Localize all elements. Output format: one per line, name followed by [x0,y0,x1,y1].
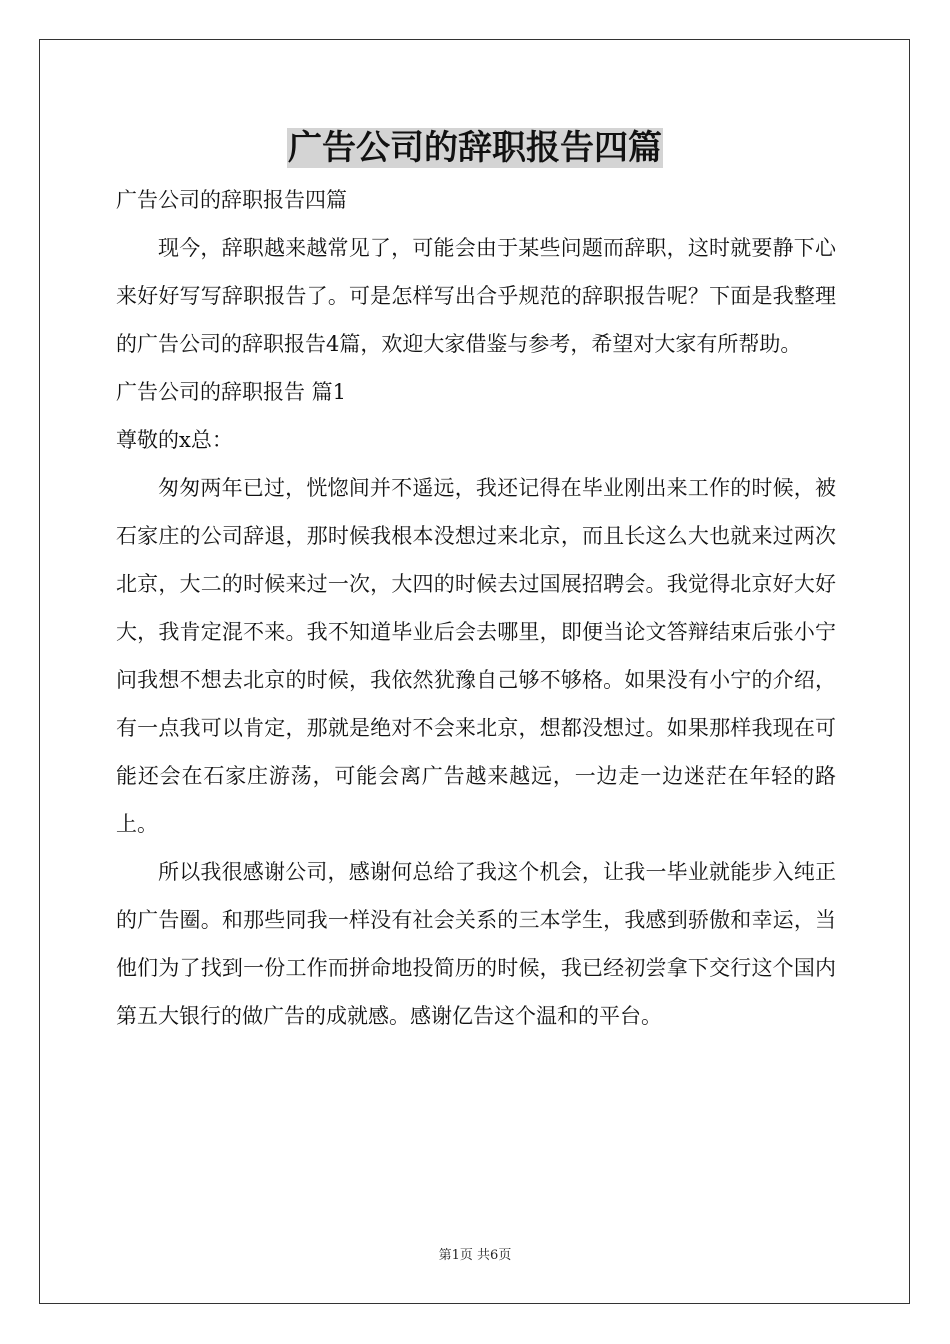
section-heading: 广告公司的辞职报告 篇1 [116,380,347,404]
document-title-text: 广告公司的辞职报告四篇 [288,128,662,168]
page-number: 第1页 共6页 [438,1248,512,1263]
body-paragraph: 匆匆两年已过，恍惚间并不遥远，我还记得在毕业刚出来工作的时候，被石家庄的公司辞退，那时候我根本没想过来北京，而且长这么大也就来过两次北京，大二的时候来过一次，大四的时候去过国展招聘会。我觉得北京好大好大，我肯定混不来。我不知道毕业后会去哪里，即便当论文答辩结束后张小宁问我想不想去北京的时候，我依然犹豫自己够不够格。如果没有小宁的介绍，有一点我可以肯定，那就是绝对不会来北京，想都没想过。如果那样我现在可能还会在石家庄游荡，可能会离广告越来越远，一边走一边迷茫在年轻的路上。 [116,476,836,836]
document-title [0,126,950,170]
intro-paragraph: 现今，辞职越来越常见了，可能会由于某些问题而辞职，这时就要静下心来好好写写辞职报告了。可是怎样写出合乎规范的辞职报告呢？下面是我整理的广告公司的辞职报告4篇，欢迎大家借鉴与参考，希望对大家有所帮助。 [116,236,836,356]
body-paragraph: 所以我很感谢公司，感谢何总给了我这个机会，让我一毕业就能步入纯正的广告圈。和那些同我一样没有社会关系的三本学生，我感到骄傲和幸运，当他们为了找到一份工作而拼命地投简历的时候，我已经初尝拿下交行这个国内第五大银行的做广告的成就感。感谢亿告这个温和的平台。 [116,860,836,1028]
document-body [116,176,836,1040]
subtitle-line: 广告公司的辞职报告四篇 [116,188,347,212]
salutation: 尊敬的x总： [116,428,233,452]
